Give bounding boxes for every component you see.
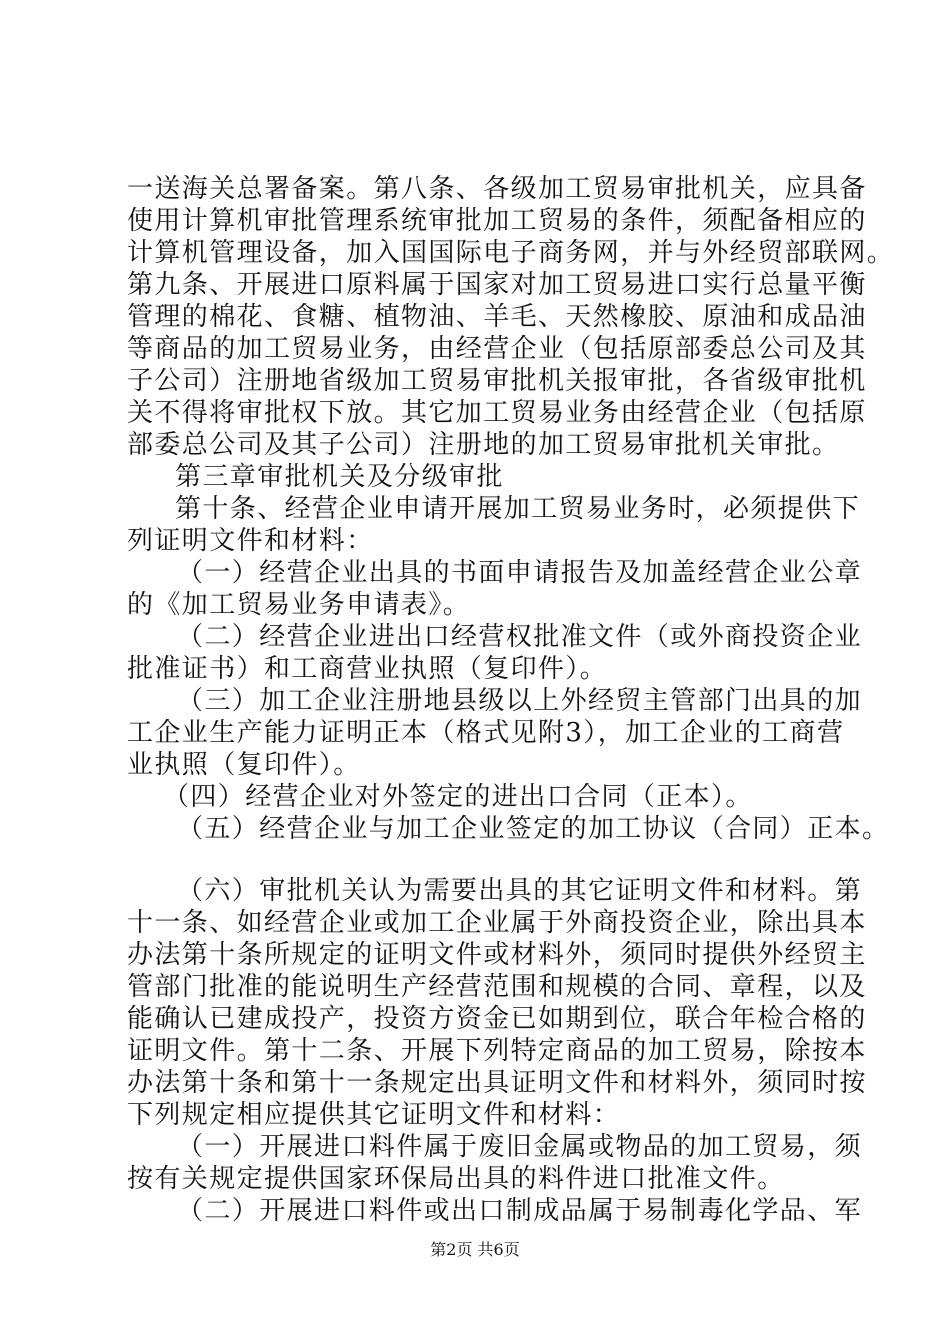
text-line: 管理的棉花、食糖、植物油、羊毛、天然橡胶、原油和成品油 — [127, 302, 867, 332]
chapter-heading: 第三章审批机关及分级审批 — [175, 462, 504, 492]
text-line: 办法第十条和第十一条规定出具证明文件和材料外，须同时按 — [127, 1068, 867, 1098]
text-line: （二）开展进口料件或出口制成品属于易制毒化学品、军 — [177, 1196, 863, 1226]
text-line: （三）加工企业注册地县级以上外经贸主管部门出具的加 — [177, 686, 863, 716]
text-line: 关不得将审批权下放。其它加工贸易业务由经营企业（包括原 — [127, 398, 867, 428]
text-line: （二）经营企业进出口经营权批准文件（或外商投资企业 — [177, 622, 863, 652]
text-line: 部委总公司及其子公司）注册地的加工贸易审批机关审批。 — [127, 430, 840, 460]
text-line: 能确认已建成投产，投资方资金已如期到位，联合年检合格的 — [127, 1004, 867, 1034]
text-line: （五）经营企业与加工企业签定的加工协议（合同）正本。 — [177, 814, 890, 844]
text-line: 列证明文件和材料： — [127, 526, 374, 556]
text-line: （四）经营企业对外签定的进出口合同（正本）。 — [163, 782, 753, 812]
text-line: 办法第十条所规定的证明文件或材料外，须同时提供外经贸主 — [127, 940, 867, 970]
text-line: 使用计算机审批管理系统审批加工贸易的条件，须配备相应的 — [127, 206, 867, 236]
text-line: 计算机管理设备，加入国国际电子商务网，并与外经贸部联网。 — [127, 238, 895, 268]
text-line: （六）审批机关认为需要出具的其它证明文件和材料。第 — [177, 876, 863, 906]
text-line: 按有关规定提供国家环保局出具的料件进口批准文件。 — [127, 1164, 785, 1194]
text-line: 第十条、经营企业申请开展加工贸易业务时，必须提供下 — [175, 494, 861, 524]
text-line: 十一条、如经营企业或加工企业属于外商投资企业，除出具本 — [127, 908, 867, 938]
text-line: 等商品的加工贸易业务，由经营企业（包括原部委总公司及其 — [127, 334, 867, 364]
text-line: 子公司）注册地省级加工贸易审批机关报审批，各省级审批机 — [127, 366, 867, 396]
text-line: 下列规定相应提供其它证明文件和材料： — [127, 1100, 621, 1130]
text-line: （一）开展进口料件属于废旧金属或物品的加工贸易，须 — [177, 1132, 863, 1162]
text-line: 业执照（复印件）。 — [127, 750, 361, 780]
text-line: （一）经营企业出具的书面申请报告及加盖经营企业公章 — [177, 558, 863, 588]
text-line: 的《加工贸易业务申请表》。 — [127, 590, 471, 620]
text-line: 工企业生产能力证明正本（格式见附3），加工企业的工商营 — [127, 718, 845, 748]
text-line: 管部门批准的能说明生产经营范围和规模的合同、章程，以及 — [127, 972, 867, 1002]
text-line: 第九条、开展进口原料属于国家对加工贸易进口实行总量平衡 — [127, 270, 867, 300]
text-line: 批准证书）和工商营业执照（复印件）。 — [127, 654, 608, 684]
page-footer: 第2页 共6页 — [430, 1240, 520, 1259]
text-line: 一送海关总署备案。第八条、各级加工贸易审批机关，应具备 — [127, 174, 867, 204]
text-line: 证明文件。第十二条、开展下列特定商品的加工贸易，除按本 — [127, 1036, 867, 1066]
